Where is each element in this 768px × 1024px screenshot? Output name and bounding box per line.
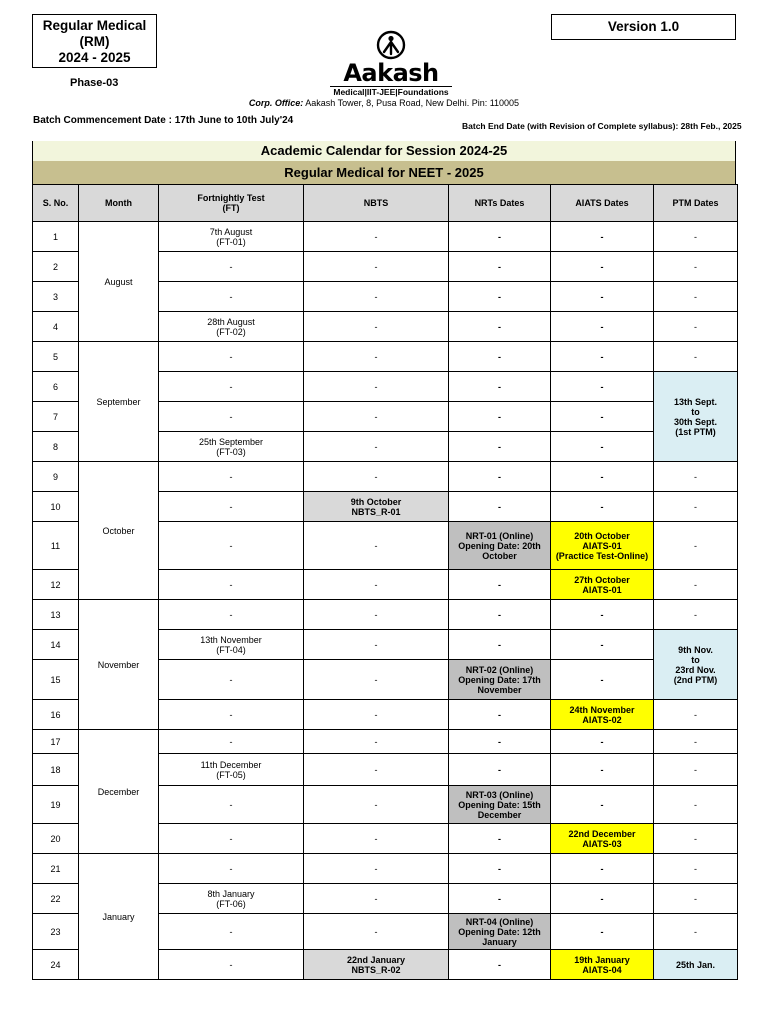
ptm-cell: - [654,252,738,282]
batch-commencement: Batch Commencement Date : 17th June to 10th July'24 [33,115,294,126]
nrt-cell: - [449,884,551,914]
month-cell: January [79,854,159,980]
month-cell: August [79,222,159,342]
nrt-cell: - [449,730,551,754]
ptm-cell: - [654,700,738,730]
aiats-cell: - [551,884,654,914]
nbts-cell: 9th October NBTS_R-01 [304,492,449,522]
ft-cell: - [159,522,304,570]
month-cell: November [79,600,159,730]
col-ft: Fortnightly Test (FT) [159,185,304,222]
ft-cell: - [159,660,304,700]
ft-cell: - [159,854,304,884]
nbts-cell: 22nd January NBTS_R-02 [304,950,449,980]
row-sno: 8 [33,432,79,462]
ptm-cell: - [654,884,738,914]
row-sno: 22 [33,884,79,914]
nbts-cell: - [304,372,449,402]
ft-cell: - [159,786,304,824]
nrt-cell: - [449,252,551,282]
month-cell: December [79,730,159,854]
ft-cell: 13th November (FT-04) [159,630,304,660]
nbts-cell: - [304,914,449,950]
table-row [33,342,738,372]
row-sno: 16 [33,700,79,730]
row-sno: 12 [33,570,79,600]
col-ptm: PTM Dates [654,185,738,222]
nbts-cell: - [304,432,449,462]
aiats-cell: - [551,786,654,824]
row-sno: 18 [33,754,79,786]
row-sno: 9 [33,462,79,492]
ptm-cell: - [654,312,738,342]
nrt-cell: - [449,754,551,786]
nrt-cell: NRT-03 (Online) Opening Date: 15th December [449,786,551,824]
batch-end-date: Batch End Date (with Revision of Complete syllabus): 28th Feb., 2025 [462,121,742,131]
col-sno: S. No. [33,185,79,222]
nrt-cell: - [449,282,551,312]
row-sno: 19 [33,786,79,824]
nbts-cell: - [304,754,449,786]
col-month: Month [79,185,159,222]
ft-cell: 28th August (FT-02) [159,312,304,342]
row-sno: 3 [33,282,79,312]
ft-cell: - [159,282,304,312]
academic-calendar-table [32,184,738,980]
ft-cell: - [159,372,304,402]
corp-office-address: Aakash Tower, 8, Pusa Road, New Delhi. Pin: 110005 [303,98,520,108]
nrt-cell: NRT-01 (Online) Opening Date: 20th October [449,522,551,570]
ft-cell: - [159,252,304,282]
nbts-cell: - [304,252,449,282]
nrt-cell: - [449,950,551,980]
nrt-cell: - [449,462,551,492]
row-sno: 1 [33,222,79,252]
nbts-cell: - [304,824,449,854]
table-row [33,600,738,630]
row-sno: 15 [33,660,79,700]
ptm-cell: 25th Jan. [654,950,738,980]
ptm-cell: - [654,824,738,854]
ptm-cell: - [654,492,738,522]
nbts-cell: - [304,282,449,312]
calendar-title: Academic Calendar for Session 2024-25 [32,141,736,161]
phase-label: Phase-03 [70,77,119,89]
aiats-cell: 20th October AIATS-01 (Practice Test-Online) [551,522,654,570]
corp-office-label: Corp. Office: [248,98,304,108]
nbts-cell: - [304,462,449,492]
ft-cell: - [159,914,304,950]
nrt-cell: - [449,854,551,884]
nrt-cell: - [449,222,551,252]
nrt-cell: - [449,630,551,660]
aiats-cell: - [551,914,654,950]
ft-cell: - [159,402,304,432]
nbts-cell: - [304,884,449,914]
ft-cell: - [159,492,304,522]
col-nrts: NRTs Dates [449,185,551,222]
nrt-cell: - [449,700,551,730]
corp-office [0,98,768,108]
aiats-cell: - [551,222,654,252]
ptm-cell: 9th Nov. to 23rd Nov. (2nd PTM) [654,630,738,700]
aiats-cell: - [551,492,654,522]
aiats-cell: - [551,252,654,282]
row-sno: 13 [33,600,79,630]
aiats-cell: - [551,660,654,700]
nbts-cell: - [304,660,449,700]
logo-tagline: Medical|IIT-JEE|Foundations [330,86,452,97]
ptm-cell: - [654,600,738,630]
table-row [33,462,738,492]
month-cell: September [79,342,159,462]
aiats-cell: 24th November AIATS-02 [551,700,654,730]
aiats-cell: - [551,372,654,402]
aiats-cell: - [551,754,654,786]
ft-cell: - [159,342,304,372]
row-sno: 7 [33,402,79,432]
nbts-cell: - [304,402,449,432]
aiats-cell: - [551,730,654,754]
row-sno: 14 [33,630,79,660]
row-sno: 20 [33,824,79,854]
table-row [33,854,738,884]
ft-cell: - [159,700,304,730]
ptm-cell: - [654,222,738,252]
nrt-cell: - [449,342,551,372]
nbts-cell: - [304,600,449,630]
nrt-cell: - [449,824,551,854]
ptm-cell: - [654,786,738,824]
col-nbts: NBTS [304,185,449,222]
row-sno: 4 [33,312,79,342]
nbts-cell: - [304,700,449,730]
nrt-cell: - [449,372,551,402]
aakash-logo [330,30,452,97]
aakash-emblem-icon [376,30,406,60]
table-row [33,222,738,252]
ft-cell: - [159,730,304,754]
aiats-cell: - [551,432,654,462]
ft-cell: - [159,600,304,630]
ptm-cell: - [654,754,738,786]
nrt-cell: - [449,402,551,432]
nbts-cell: - [304,854,449,884]
nrt-cell: NRT-04 (Online) Opening Date: 12th January [449,914,551,950]
ft-cell: - [159,462,304,492]
aiats-cell: 22nd December AIATS-03 [551,824,654,854]
row-sno: 10 [33,492,79,522]
col-aiats: AIATS Dates [551,185,654,222]
nbts-cell: - [304,630,449,660]
row-sno: 5 [33,342,79,372]
program-code: (RM) [79,34,110,49]
aiats-cell: - [551,312,654,342]
ptm-cell: - [654,462,738,492]
ptm-cell: - [654,342,738,372]
row-sno: 23 [33,914,79,950]
nrt-cell: - [449,600,551,630]
nrt-cell: NRT-02 (Online) Opening Date: 17th November [449,660,551,700]
nrt-cell: - [449,492,551,522]
session-years: 2024 - 2025 [58,50,131,65]
aiats-cell: - [551,462,654,492]
ft-cell: - [159,570,304,600]
nbts-cell: - [304,342,449,372]
ptm-cell: - [654,730,738,754]
ft-cell: 25th September (FT-03) [159,432,304,462]
row-sno: 24 [33,950,79,980]
row-sno: 21 [33,854,79,884]
ptm-cell: - [654,522,738,570]
ft-cell: - [159,950,304,980]
ft-cell: 11th December (FT-05) [159,754,304,786]
aiats-cell: 19th January AIATS-04 [551,950,654,980]
row-sno: 11 [33,522,79,570]
program-box [32,14,157,68]
aiats-cell: - [551,630,654,660]
version-box: Version 1.0 [551,14,736,40]
aiats-cell: - [551,342,654,372]
ft-cell: 8th January (FT-06) [159,884,304,914]
ft-cell: 7th August (FT-01) [159,222,304,252]
nbts-cell: - [304,222,449,252]
row-sno: 6 [33,372,79,402]
ptm-cell: - [654,854,738,884]
nbts-cell: - [304,312,449,342]
nbts-cell: - [304,522,449,570]
month-cell: October [79,462,159,600]
ft-cell: - [159,824,304,854]
row-sno: 2 [33,252,79,282]
row-sno: 17 [33,730,79,754]
aiats-cell: - [551,854,654,884]
ptm-cell: - [654,914,738,950]
ptm-cell: - [654,282,738,312]
nrt-cell: - [449,432,551,462]
nbts-cell: - [304,786,449,824]
nrt-cell: - [449,570,551,600]
nbts-cell: - [304,730,449,754]
program-name: Regular Medical [42,18,147,33]
program-title: Regular Medical for NEET - 2025 [32,161,736,184]
nbts-cell: - [304,570,449,600]
nrt-cell: - [449,312,551,342]
aiats-cell: - [551,402,654,432]
aiats-cell: 27th October AIATS-01 [551,570,654,600]
aiats-cell: - [551,282,654,312]
table-row [33,730,738,754]
table-header-row [33,185,738,222]
ptm-cell: - [654,570,738,600]
logo-wordmark: Aakash [343,59,439,87]
ptm-cell: 13th Sept. to 30th Sept. (1st PTM) [654,372,738,462]
aiats-cell: - [551,600,654,630]
